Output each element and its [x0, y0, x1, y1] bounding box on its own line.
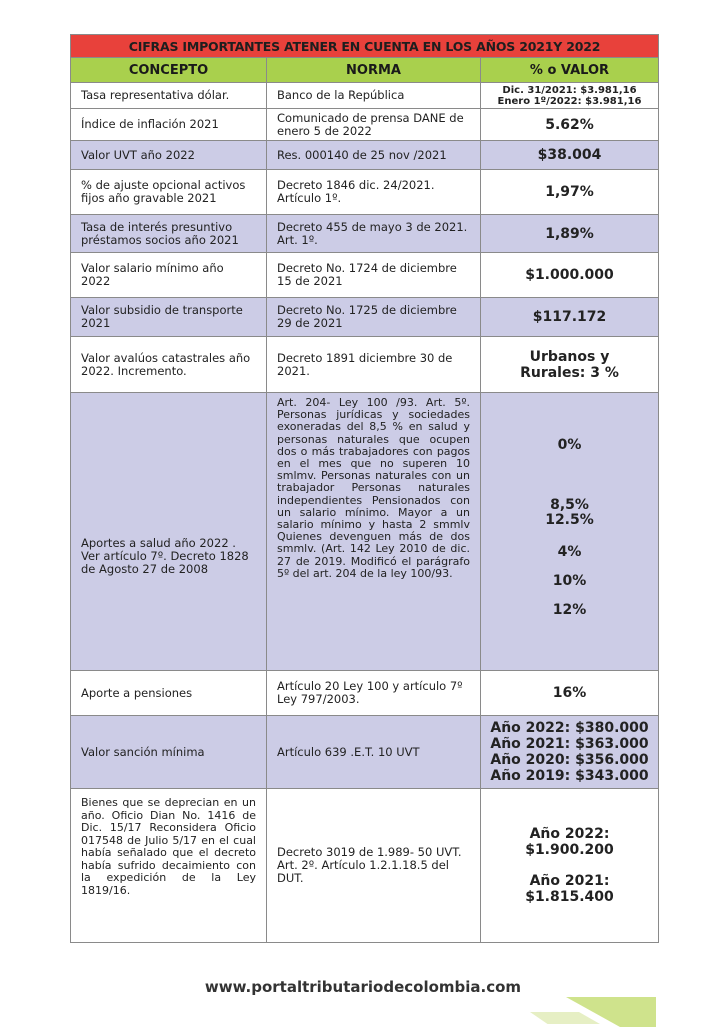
- table-row: [71, 789, 658, 942]
- row-valor: $117.172: [532, 309, 607, 325]
- table-row: [71, 337, 658, 393]
- row-norma: Decreto 455 de mayo 3 de 2021. Art. 1º.: [267, 215, 481, 252]
- row-concepto: Valor subsidio de transporte 2021: [71, 298, 267, 336]
- valor-line: Año 2021: $363.000: [490, 736, 649, 752]
- row-norma: Banco de la República: [267, 83, 481, 108]
- valor-line: Año 2022: $1.900.200: [525, 826, 614, 858]
- row-norma: Artículo 639 .E.T. 10 UVT: [267, 716, 481, 788]
- valor-line: Año 2021: $1.815.400: [525, 873, 614, 905]
- row-norma: Decreto No. 1724 de diciembre 15 de 2021: [267, 253, 481, 297]
- row-concepto: Valor UVT año 2022: [71, 141, 267, 169]
- table-title: CIFRAS IMPORTANTES ATENER EN CUENTA EN LOS AÑOS 2021Y 2022: [71, 35, 658, 58]
- header-valor: % o VALOR: [529, 62, 610, 78]
- table-row: [71, 393, 658, 671]
- valor-line: Año 2022: $380.000: [490, 720, 649, 736]
- valor-line: 0%: [557, 437, 582, 453]
- row-valor: [481, 716, 658, 788]
- table-row: [71, 671, 658, 716]
- row-norma: Decreto 1846 dic. 24/2021. Artículo 1º.: [267, 170, 481, 214]
- valor-line: Urbanos y: [529, 348, 610, 365]
- table-row: [71, 716, 658, 789]
- row-valor: [481, 393, 658, 670]
- row-valor: 16%: [552, 685, 587, 701]
- table-row: [71, 298, 658, 337]
- valor-line: Rurales: 3 %: [520, 364, 619, 381]
- row-valor: [481, 789, 658, 942]
- row-concepto: Aporte a pensiones: [71, 671, 267, 715]
- row-valor: 5.62%: [545, 116, 594, 133]
- row-valor: $38.004: [537, 147, 602, 163]
- row-norma: Decreto 1891 diciembre 30 de 2021.: [267, 337, 481, 392]
- row-norma: Comunicado de prensa DANE de enero 5 de 2022: [267, 109, 481, 140]
- valor-line: Año 2020: $356.000: [490, 752, 649, 768]
- header-norma: NORMA: [267, 58, 481, 82]
- row-concepto: % de ajuste opcional activos fijos año gravable 2021: [71, 170, 267, 214]
- row-norma: Res. 000140 de 25 nov /2021: [267, 141, 481, 169]
- row-concepto: Valor salario mínimo año 2022: [71, 253, 267, 297]
- table-header: [71, 58, 658, 83]
- figures-table: [70, 34, 659, 943]
- row-norma: Artículo 20 Ley 100 y artículo 7º Ley 797/2003.: [267, 671, 481, 715]
- table-row: [71, 83, 658, 109]
- website-url: www.portaltributariodecolombia.com: [204, 978, 522, 996]
- row-concepto: Índice de inflación 2021: [71, 109, 267, 140]
- header-concepto: CONCEPTO: [71, 58, 267, 82]
- row-concepto: Tasa representativa dólar.: [71, 83, 267, 108]
- valor-line: 8,5%: [550, 497, 589, 513]
- row-concepto: Aportes a salud año 2022 . Ver artículo 7º. Decreto 1828 de Agosto 27 de 2008: [71, 393, 267, 670]
- table-row: [71, 109, 658, 141]
- row-concepto: Bienes que se deprecian en un año. Oficio Dian No. 1416 de Dic. 15/17 Reconsidera Oficio 017548 de Julio 5/17 en el cual había señalado que el decreto había sufrido decaimiento con la expedición de la Ley 1819/16.: [71, 789, 267, 942]
- row-valor: [481, 83, 658, 108]
- table-row: [71, 215, 658, 253]
- decorative-shape: [530, 1012, 600, 1024]
- row-valor: 1,89%: [545, 225, 594, 242]
- row-concepto: Valor avalúos catastrales año 2022. Incremento.: [71, 337, 267, 392]
- valor-line: Enero 1º/2022: $3.981,16: [497, 95, 642, 107]
- valor-line: 12.5%: [545, 512, 594, 528]
- table-row: [71, 141, 658, 170]
- valor-line: Dic. 31/2021: $3.981,16: [502, 84, 637, 96]
- valor-line: 12%: [552, 602, 587, 618]
- table-row: [71, 170, 658, 215]
- valor-line: 4%: [557, 544, 582, 560]
- row-norma: Art. 204- Ley 100 /93. Art. 5º. Personas jurídicas y sociedades exoneradas del 8,5 % en salud y personas naturales que ocupen dos o más trabajadores con pagos en el mes que no superen 10 smlmv. Personas naturales con un trabajador Personas naturales independientes Pensionados con un salario mínimo. Mayor a un salario mínimo y hasta 2 smmlv Quienes devenguen más de dos smmlv. (Art. 142 Ley 2010 de dic. 27 de 2019. Modificó el parágrafo 5º del art. 204 de la ley 100/93.: [267, 393, 481, 670]
- row-norma: Decreto No. 1725 de diciembre 29 de 2021: [267, 298, 481, 336]
- row-valor: 1,97%: [545, 184, 594, 200]
- row-valor: $1.000.000: [525, 267, 614, 283]
- table-row: [71, 253, 658, 298]
- row-valor: [481, 337, 658, 392]
- valor-line: 10%: [552, 573, 587, 589]
- valor-line: Año 2019: $343.000: [490, 768, 649, 784]
- row-concepto: Tasa de interés presuntivo préstamos socios año 2021: [71, 215, 267, 252]
- row-norma: Decreto 3019 de 1.989- 50 UVT. Art. 2º. Artículo 1.2.1.18.5 del DUT.: [267, 789, 481, 942]
- row-concepto: Valor sanción mínima: [71, 716, 267, 788]
